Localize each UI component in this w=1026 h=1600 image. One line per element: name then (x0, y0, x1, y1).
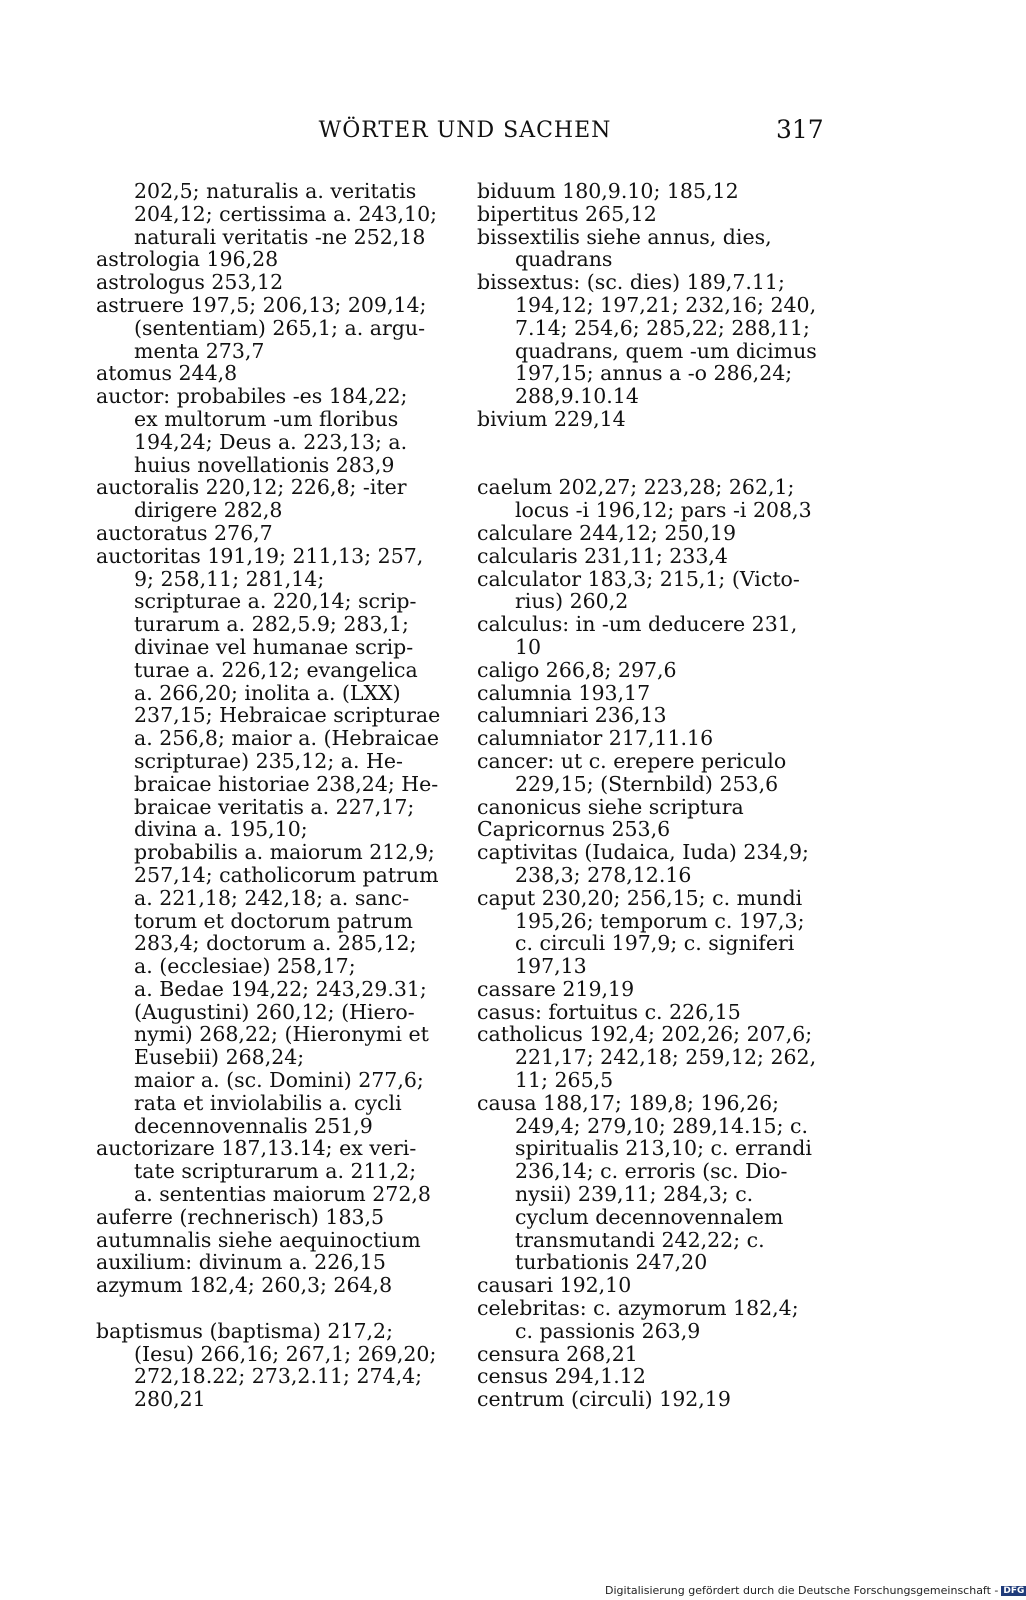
index-continuation-line: divinae vel humanae scrip- (134, 634, 414, 659)
index-entry-line: auctoralis 220,12; 226,8; -iter (96, 475, 407, 500)
index-continuation-line: scripturae) 235,12; a. He- (134, 748, 403, 773)
index-continuation-line: 194,24; Deus a. 223,13; a. (134, 429, 408, 454)
index-entry-line: canonicus siehe scriptura (477, 794, 744, 819)
index-entry-line: biduum 180,9.10; 185,12 (477, 179, 739, 203)
index-entry-line: bivium 229,14 (477, 406, 626, 431)
index-entry-line: calculare 244,12; 250,19 (477, 520, 737, 545)
index-continuation-line: (sententiam) 265,1; a. argu- (134, 315, 426, 340)
index-continuation-line: 197,13 (515, 954, 587, 979)
index-continuation-line: 249,4; 279,10; 289,14.15; c. (515, 1113, 809, 1138)
index-continuation-line: maior a. (sc. Domini) 277,6; (134, 1068, 424, 1093)
index-continuation-line: torum et doctorum patrum (134, 908, 413, 933)
index-entry-line: captivitas (Iudaica, Iuda) 234,9; (477, 840, 809, 865)
page-number: 317 (776, 115, 824, 144)
index-entry-line: causa 188,17; 189,8; 196,26; (477, 1090, 780, 1115)
index-entry-line: celebritas: c. azymorum 182,4; (477, 1296, 799, 1321)
index-entry-line: astruere 197,5; 206,13; 209,14; (96, 292, 427, 317)
index-continuation-line: rata et inviolabilis a. cycli (134, 1090, 402, 1115)
index-continuation-line: probabilis a. maiorum 212,9; (134, 840, 435, 865)
index-continuation-line: nysii) 239,11; 284,3; c. (515, 1182, 754, 1207)
index-entry-line: bissextilis siehe annus, dies, (477, 224, 772, 249)
index-entry-line: bipertitus 265,12 (477, 201, 657, 226)
digitization-credit (605, 1584, 1026, 1597)
index-continuation-line: a. 256,8; maior a. (Hebraicae (134, 726, 440, 751)
index-continuation-line: cyclum decennovennalem (515, 1204, 784, 1229)
index-entry-line: censura 268,21 (477, 1341, 638, 1366)
index-continuation-line: 221,17; 242,18; 259,12; 262, (515, 1045, 817, 1070)
index-entry-line: baptismus (baptisma) 217,2; (96, 1318, 394, 1343)
blank-line (477, 454, 829, 477)
index-entry-line: bissextus: (sc. dies) 189,7.11; (477, 270, 785, 295)
index-continuation-line: a. 221,18; 242,18; a. sanc- (134, 885, 410, 910)
index-continuation-line: 204,12; certissima a. 243,10; (134, 201, 438, 226)
index-continuation-line: rius) 260,2 (515, 589, 629, 614)
index-continuation-line: quadrans, quem -um dicimus (515, 338, 817, 363)
index-continuation-line: decennovennalis 251,9 (134, 1113, 373, 1138)
index-continuation-line: 10 (515, 634, 542, 659)
index-continuation-line: tate scripturarum a. 211,2; (134, 1159, 417, 1184)
index-continuation-line: 194,12; 197,21; 232,16; 240, (515, 292, 817, 317)
index-continuation-line: Eusebii) 268,24; (134, 1045, 305, 1070)
index-continuation-line: c. circuli 197,9; c. signiferi (515, 931, 795, 956)
index-continuation-line: 11; 265,5 (515, 1068, 614, 1093)
index-continuation-line: huius novellationis 283,9 (134, 452, 395, 477)
index-entry-line: azymum 182,4; 260,3; 264,8 (96, 1273, 393, 1298)
index-column-right (477, 180, 829, 1411)
index-continuation-line: 197,15; annus a -o 286,24; (515, 361, 793, 386)
index-continuation-line: 236,14; c. erroris (sc. Dio- (515, 1159, 788, 1184)
index-continuation-line: nymi) 268,22; (Hieronymi et (134, 1022, 429, 1047)
index-continuation-line: turae a. 226,12; evangelica (134, 657, 418, 682)
index-continuation-line: a. sententias maiorum 272,8 (134, 1182, 431, 1207)
index-entry-line: caput 230,20; 256,15; c. mundi (477, 885, 803, 910)
index-column-left (96, 180, 446, 1411)
index-continuation-line: a. Bedae 194,22; 243,29.31; (134, 976, 427, 1001)
index-continuation-line: turbationis 247,20 (515, 1250, 708, 1275)
index-continuation-line: 237,15; Hebraicae scripturae (134, 703, 441, 728)
dfg-logo: DFG (1003, 1586, 1025, 1596)
index-continuation-line: ex multorum -um floribus (134, 406, 399, 431)
index-continuation-line: divina a. 195,10; (134, 817, 308, 842)
credit-text: Digitalisierung gefördert durch die Deutsche Forschungsgemeinschaft - (605, 1584, 999, 1597)
index-entry-line: caligo 266,8; 297,6 (477, 657, 677, 682)
index-continuation-line: transmutandi 242,22; c. (515, 1227, 765, 1252)
index-continuation-line: naturali veritatis -ne 252,18 (134, 224, 426, 249)
index-entry-line: catholicus 192,4; 202,26; 207,6; (477, 1022, 813, 1047)
index-entry-line: auctorizare 187,13.14; ex veri- (96, 1136, 417, 1161)
index-continuation-line: 9; 258,11; 281,14; (134, 566, 325, 591)
index-continuation-line: a. 266,20; inolita a. (LXX) (134, 680, 401, 705)
index-entry-line: calculus: in -um deducere 231, (477, 612, 798, 637)
index-entry-line: calumniari 236,13 (477, 703, 667, 728)
index-continuation-line: 229,15; (Sternbild) 253,6 (515, 771, 779, 796)
index-entry-line: calumnia 193,17 (477, 680, 651, 705)
index-continuation-line: 257,14; catholicorum patrum (134, 862, 439, 887)
blank-line (477, 431, 829, 454)
blank-line (96, 1297, 446, 1320)
index-continuation-line: 195,26; temporum c. 197,3; (515, 908, 805, 933)
index-entry-line: causari 192,10 (477, 1273, 632, 1298)
index-entry-line: casus: fortuitus c. 226,15 (477, 999, 741, 1024)
index-continuation-line: 280,21 (134, 1387, 206, 1412)
index-continuation-line: 202,5; naturalis a. veritatis (134, 179, 417, 203)
index-entry-line: astrologus 253,12 (96, 270, 284, 295)
index-entry-line: caelum 202,27; 223,28; 262,1; (477, 475, 795, 500)
index-continuation-line: 7.14; 254,6; 285,22; 288,11; (515, 315, 810, 340)
index-continuation-line: locus -i 196,12; pars -i 208,3 (515, 498, 812, 523)
index-entry-line: census 294,1.12 (477, 1364, 646, 1389)
index-continuation-line: (Iesu) 266,16; 267,1; 269,20; (134, 1341, 437, 1366)
index-continuation-line: menta 273,7 (134, 338, 265, 363)
index-entry-line: calculator 183,3; 215,1; (Victo- (477, 566, 800, 591)
running-head: WÖRTER UND SACHEN (318, 118, 612, 143)
index-continuation-line: 272,18.22; 273,2.11; 274,4; (134, 1364, 423, 1389)
index-entry-line: Capricornus 253,6 (477, 817, 671, 842)
index-entry-line: atomus 244,8 (96, 361, 238, 386)
index-continuation-line: 238,3; 278,12.16 (515, 862, 692, 887)
index-entry-line: auctoritas 191,19; 211,13; 257, (96, 543, 424, 568)
index-continuation-line: 283,4; doctorum a. 285,12; (134, 931, 417, 956)
index-entry-line: auctor: probabiles -es 184,22; (96, 384, 408, 409)
index-entry-line: centrum (circuli) 192,19 (477, 1387, 731, 1412)
index-continuation-line: spiritualis 213,10; c. errandi (515, 1136, 812, 1161)
index-entry-line: calumniator 217,11.16 (477, 726, 714, 751)
index-entry-line: auxilium: divinum a. 226,15 (96, 1250, 386, 1275)
index-continuation-line: 288,9.10.14 (515, 384, 639, 409)
index-entry-line: auctoratus 276,7 (96, 520, 273, 545)
index-continuation-line: quadrans (515, 247, 613, 272)
index-continuation-line: dirigere 282,8 (134, 498, 283, 523)
index-entry-line: autumnalis siehe aequinoctium (96, 1227, 421, 1252)
index-continuation-line: braicae historiae 238,24; He- (134, 771, 439, 796)
index-continuation-line: braicae veritatis a. 227,17; (134, 794, 415, 819)
index-entry-line: cassare 219,19 (477, 976, 635, 1001)
index-continuation-line: (Augustini) 260,12; (Hiero- (134, 999, 415, 1024)
index-entry-line: astrologia 196,28 (96, 247, 279, 272)
index-continuation-line: c. passionis 263,9 (515, 1318, 701, 1343)
index-continuation-line: turarum a. 282,5.9; 283,1; (134, 612, 409, 637)
index-continuation-line: scripturae a. 220,14; scrip- (134, 589, 417, 614)
index-entry-line: cancer: ut c. erepere periculo (477, 748, 787, 773)
index-entry-line: auferre (rechnerisch) 183,5 (96, 1204, 385, 1229)
index-entry-line: calcularis 231,11; 233,4 (477, 543, 728, 568)
index-continuation-line: a. (ecclesiae) 258,17; (134, 954, 356, 979)
